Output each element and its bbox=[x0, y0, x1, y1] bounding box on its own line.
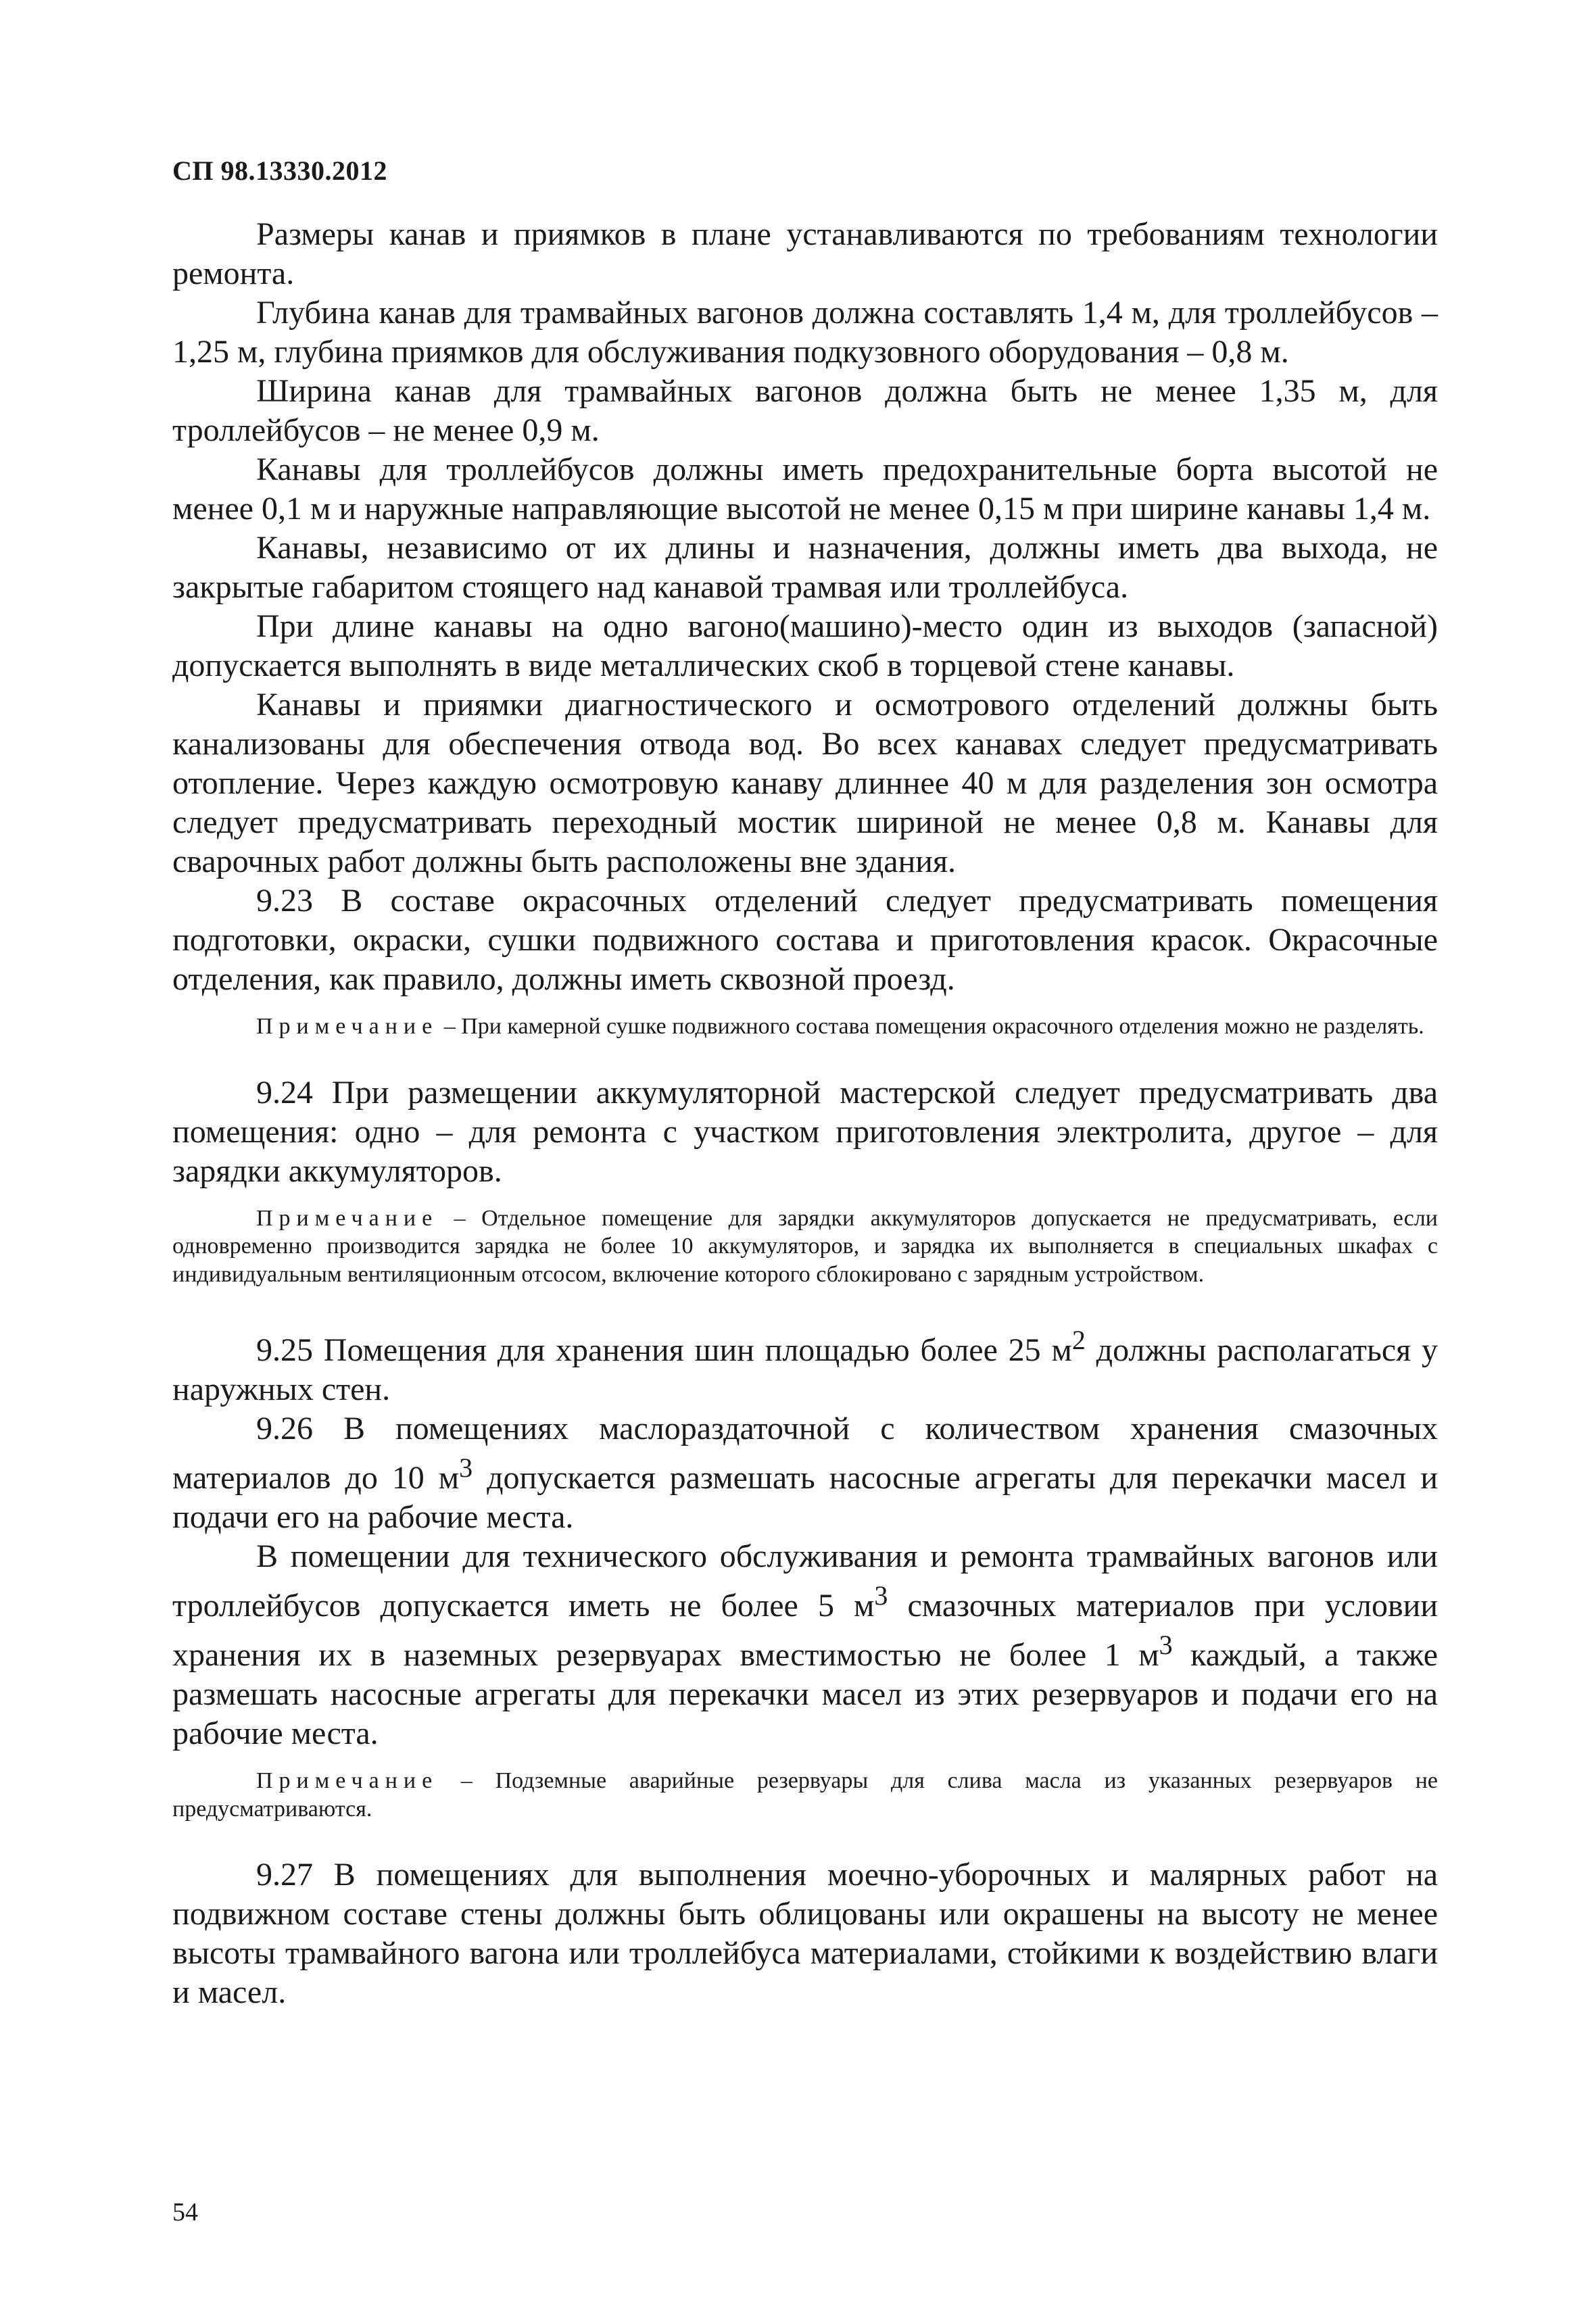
text-segment: 9.25 Помещения для хранения шин площадью более 25 м bbox=[256, 1332, 1072, 1368]
text-segment: допускается размешать насосные агрегаты для перекачки масел и подачи его на рабочие места. bbox=[172, 1460, 1438, 1535]
note-label: Примечание bbox=[256, 1205, 439, 1231]
page-number: 54 bbox=[172, 2198, 198, 2226]
note-text: – Подземные аварийные резервуары для слива масла из указанных резервуаров не предусматриваются. bbox=[172, 1768, 1438, 1822]
text-segment: должны располагаться у наружных стен. bbox=[172, 1332, 1438, 1407]
note-text: – При камерной сушке подвижного состава помещения окрасочного отделения можно не разделять. bbox=[438, 1014, 1424, 1039]
paragraph-pit-drainage: Канавы и приямки диагностического и осмотрового отделений должны быть канализованы для обеспечения отвода вод. Во всех канавах следует предусматривать отопление. Через каждую осмотровую канаву длиннее 40 м для разделения зон осмотра следует предусматривать переходный мостик шириной не менее 0,8 м. Канавы для сварочных работ должны быть расположены вне здания. bbox=[172, 687, 1438, 879]
text-segment: каждый, а также размешать насосные агрегаты для перекачки масел из этих резервуаров и подачи его на рабочие места. bbox=[172, 1637, 1438, 1751]
superscript: 2 bbox=[1071, 1325, 1086, 1355]
note-9-23 bbox=[172, 1013, 1438, 1041]
paragraph-spare-exit: При длине канавы на одно вагоно(машино)-место один из выходов (запасной) допускается выполнять в виде металлических скоб в торцевой стене канавы. bbox=[172, 608, 1438, 683]
paragraph-9-25 bbox=[172, 1321, 1438, 1409]
paragraph-pit-dimensions: Размеры канав и приямков в плане устанавливаются по требованиям технологии ремонта. bbox=[172, 216, 1438, 291]
text-segment: В помещении для технического обслуживания и ремонта трамвайных вагонов или троллейбусов допускается иметь не более 5 м bbox=[172, 1538, 1438, 1624]
text-segment: смазочных материалов при условии хранения их в наземных резервуарах вместимостью не более 1 м bbox=[172, 1588, 1438, 1673]
paragraph-9-26 bbox=[172, 1409, 1438, 1537]
note-text: – Отдельное помещение для зарядки аккумуляторов допускается не предусматривать, если одновременно производится зарядка не более 10 аккумуляторов, и зарядка их выполняется в специальных шкафах с индивидуальным вентиляционным отсосом, включение которого сблокировано с зарядным устройством. bbox=[172, 1205, 1438, 1287]
superscript: 3 bbox=[874, 1580, 888, 1611]
paragraph-9-24: 9.24 При размещении аккумуляторной мастерской следует предусматривать два помещения: одно – для ремонта с участком приготовления электролита, другое – для зарядки аккумуляторов. bbox=[172, 1074, 1438, 1189]
paragraph-pit-borders: Канавы для троллейбусов должны иметь предохранительные борта высотой не менее 0,1 м и наружные направляющие высотой не менее 0,15 м при ширине канавы 1,4 м. bbox=[172, 452, 1438, 527]
note-label: Примечание bbox=[256, 1768, 439, 1793]
paragraph-9-23: 9.23 В составе окрасочных отделений следует предусматривать помещения подготовки, окраски, сушки подвижного состава и приготовления красок. Окрасочные отделения, как правило, должны иметь сквозной проезд. bbox=[172, 883, 1438, 997]
paragraph-pit-depth: Глубина канав для трамвайных вагонов должна составлять 1,4 м, для троллейбусов – 1,25 м, глубина приямков для обслуживания подкузовного оборудования – 0,8 м. bbox=[172, 295, 1438, 370]
page-body bbox=[172, 215, 1438, 2012]
superscript: 3 bbox=[459, 1453, 473, 1483]
text-segment: 9.26 В помещениях маслораздаточной с количеством хранения смазочных материалов до 10 м bbox=[172, 1411, 1438, 1496]
paragraph-pit-exits: Канавы, независимо от их длины и назначения, должны иметь два выхода, не закрытые габаритом стоящего над канавой трамвая или троллейбуса. bbox=[172, 530, 1438, 605]
note-9-26 bbox=[172, 1767, 1438, 1823]
note-9-24 bbox=[172, 1204, 1438, 1289]
paragraph-9-27: 9.27 В помещениях для выполнения моечно-уборочных и малярных работ на подвижном составе стены должны быть облицованы или окрашены на высоту не менее высоты трамвайного вагона или троллейбуса материалами, стойкими к воздействию влаги и масел. bbox=[172, 1857, 1438, 2010]
paragraph-oil-storage bbox=[172, 1537, 1438, 1753]
superscript: 3 bbox=[1159, 1630, 1173, 1660]
paragraph-pit-width: Ширина канав для трамвайных вагонов должна быть не менее 1,35 м, для троллейбусов – не менее 0,9 м. bbox=[172, 373, 1438, 448]
document-code-header: СП 98.13330.2012 bbox=[172, 155, 387, 186]
note-label: Примечание bbox=[256, 1014, 439, 1039]
